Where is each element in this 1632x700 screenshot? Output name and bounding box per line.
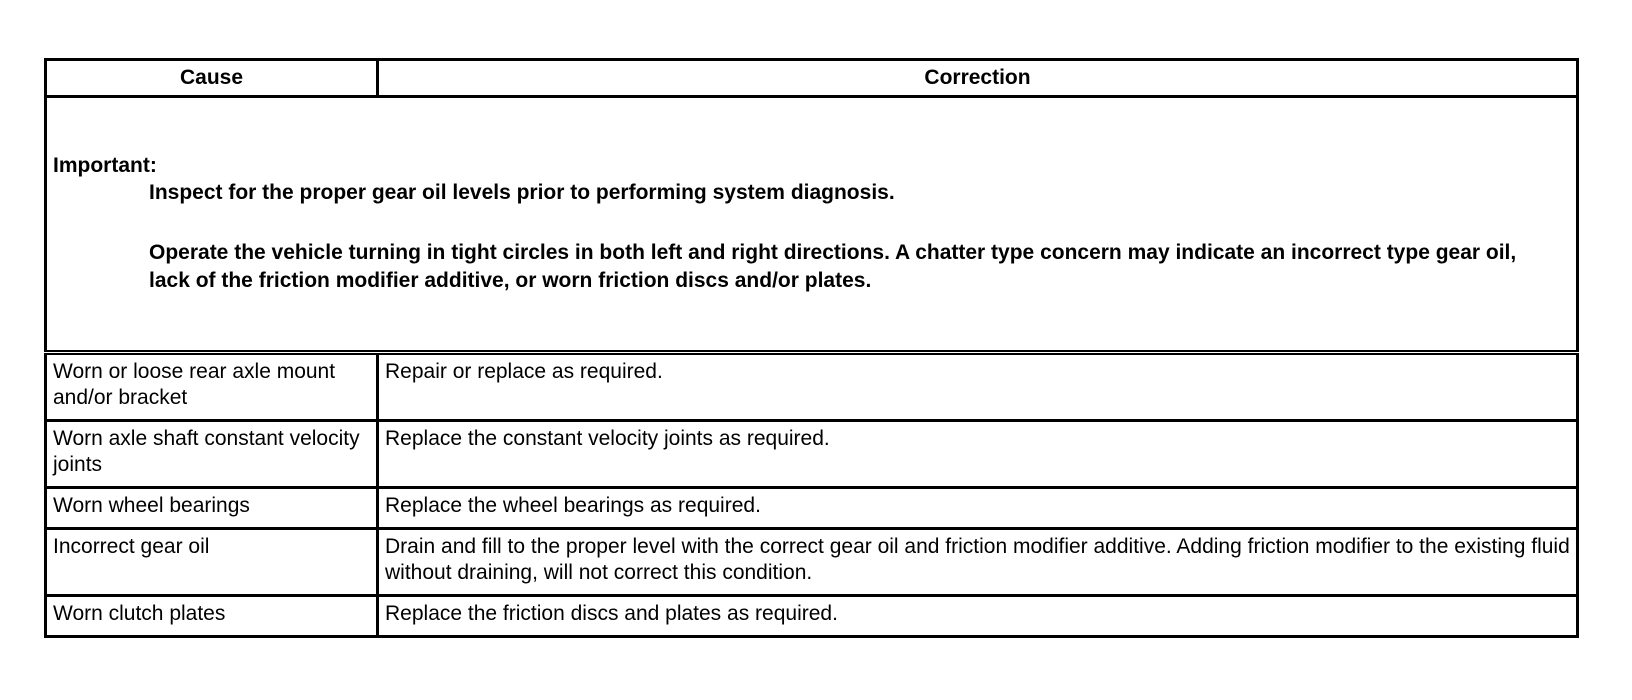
cause-cell: Worn or loose rear axle mount and/or bracket <box>46 353 378 421</box>
cause-column-header: Cause <box>46 60 378 97</box>
cause-cell: Worn wheel bearings <box>46 488 378 529</box>
correction-cell: Repair or replace as required. <box>378 353 1578 421</box>
table-row <box>46 596 1578 637</box>
important-note <box>47 153 1576 295</box>
correction-cell: Replace the constant velocity joints as required. <box>378 421 1578 488</box>
cause-cell: Worn axle shaft constant velocity joints <box>46 421 378 488</box>
cause-cell: Worn clutch plates <box>46 596 378 637</box>
table-row <box>46 421 1578 488</box>
important-note-cell <box>46 97 1578 353</box>
table-header-row <box>46 60 1578 97</box>
correction-cell: Drain and fill to the proper level with the correct gear oil and friction modifier additive. Adding friction modifier to the existing fluid without draining, will not correct this condition. <box>378 529 1578 596</box>
important-note-row <box>46 97 1578 353</box>
cause-cell: Incorrect gear oil <box>46 529 378 596</box>
important-note-paragraph: Inspect for the proper gear oil levels prior to performing system diagnosis. <box>149 181 895 204</box>
correction-column-header: Correction <box>378 60 1578 97</box>
table-row <box>46 529 1578 596</box>
table-row <box>46 353 1578 421</box>
important-note-title: Important: <box>53 154 157 177</box>
important-note-body <box>53 179 1562 295</box>
table-row <box>46 488 1578 529</box>
correction-cell: Replace the friction discs and plates as required. <box>378 596 1578 637</box>
diagnostic-table <box>44 58 1579 638</box>
important-note-paragraph: Operate the vehicle turning in tight circles in both left and right directions. A chatter type concern may indicate an incorrect type gear oil, lack of the friction modifier additive, or worn friction discs and/or plates. <box>149 241 1517 292</box>
correction-cell: Replace the wheel bearings as required. <box>378 488 1578 529</box>
